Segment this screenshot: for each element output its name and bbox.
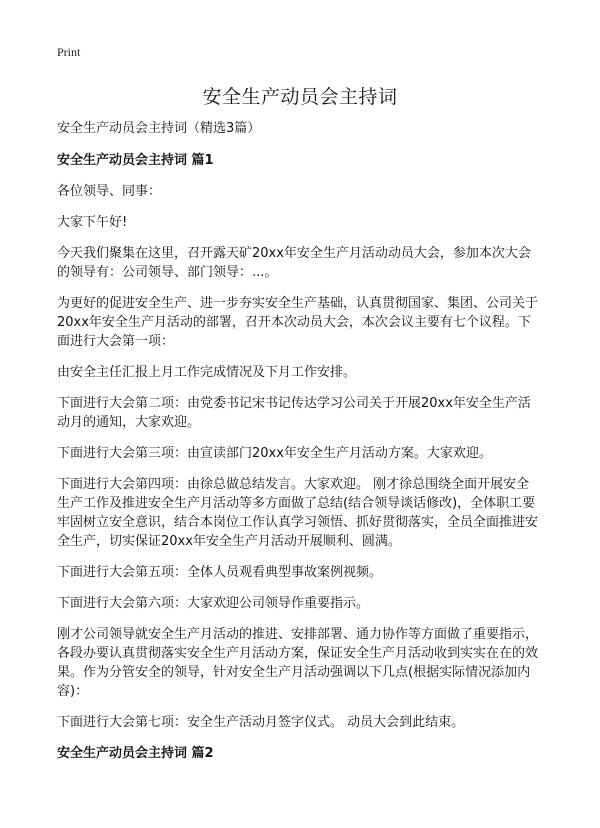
paragraph: 今天我们聚集在这里，召开露天矿20xx年安全生产月活动动员大会，参加本次大会的领导有：公司领导、部门领导：...。 xyxy=(57,246,531,280)
document-title: 安全生产动员会主持词 xyxy=(202,86,398,108)
paragraph: 下面进行大会第三项：由宣读部门20xx年安全生产月活动方案。大家欢迎。 xyxy=(57,446,492,461)
section-heading-1: 安全生产动员会主持词 篇1 xyxy=(57,153,214,168)
paragraph: 为更好的促进安全生产、进一步夯实安全生产基础，认真贯彻国家、集团、公司关于20xx年安全生产月活动的部署，召开本次动员大会，本次会议主要有七个议程。下面进行大会第一项： xyxy=(57,296,539,349)
paragraph: 下面进行大会第四项：由徐总做总结发言。大家欢迎。 刚才徐总围绕全面开展安全生产工作及推进安全生产月活动等多方面做了总结(结合领导谈话修改)，全体职工要牢固树立安全意识，结合本岗位工作认真学习领悟、抓好贯彻落实，全员全面推进安全生产，切实保证20xx年安全生产月活动开展顺利、圆满。 xyxy=(57,477,539,549)
paragraph: 大家下午好! xyxy=(57,215,128,230)
print-label: Print xyxy=(57,45,81,59)
paragraph: 刚才公司领导就安全生产月活动的推进、安排部署、通力协作等方面做了重要指示，各段办要认真贯彻落实安全生产月活动方案，保证安全生产月活动收到实实在在的效果。作为分管安全的领导，针对安全生产月活动强调以下几点(根据实际情况添加内容)： xyxy=(57,627,539,699)
paragraph: 下面进行大会第七项：安全生产活动月签字仪式。 动员大会到此结束。 xyxy=(57,715,465,730)
paragraph: 下面进行大会第二项：由党委书记宋书记传达学习公司关于开展20xx年安全生产活动月的通知，大家欢迎。 xyxy=(57,396,531,430)
document-subtitle: 安全生产动员会主持词（精选3篇） xyxy=(57,121,261,136)
paragraph: 各位领导、同事： xyxy=(57,184,162,199)
paragraph: 下面进行大会第五项：全体人员观看典型事故案例视频。 xyxy=(57,565,383,580)
paragraph: 由安全主任汇报上月工作完成情况及下月工作安排。 xyxy=(57,365,357,380)
document-body xyxy=(57,119,542,775)
section-heading-2: 安全生产动员会主持词 篇2 xyxy=(57,746,214,761)
paragraph: 下面进行大会第六项：大家欢迎公司领导作重要指示。 xyxy=(57,596,370,611)
